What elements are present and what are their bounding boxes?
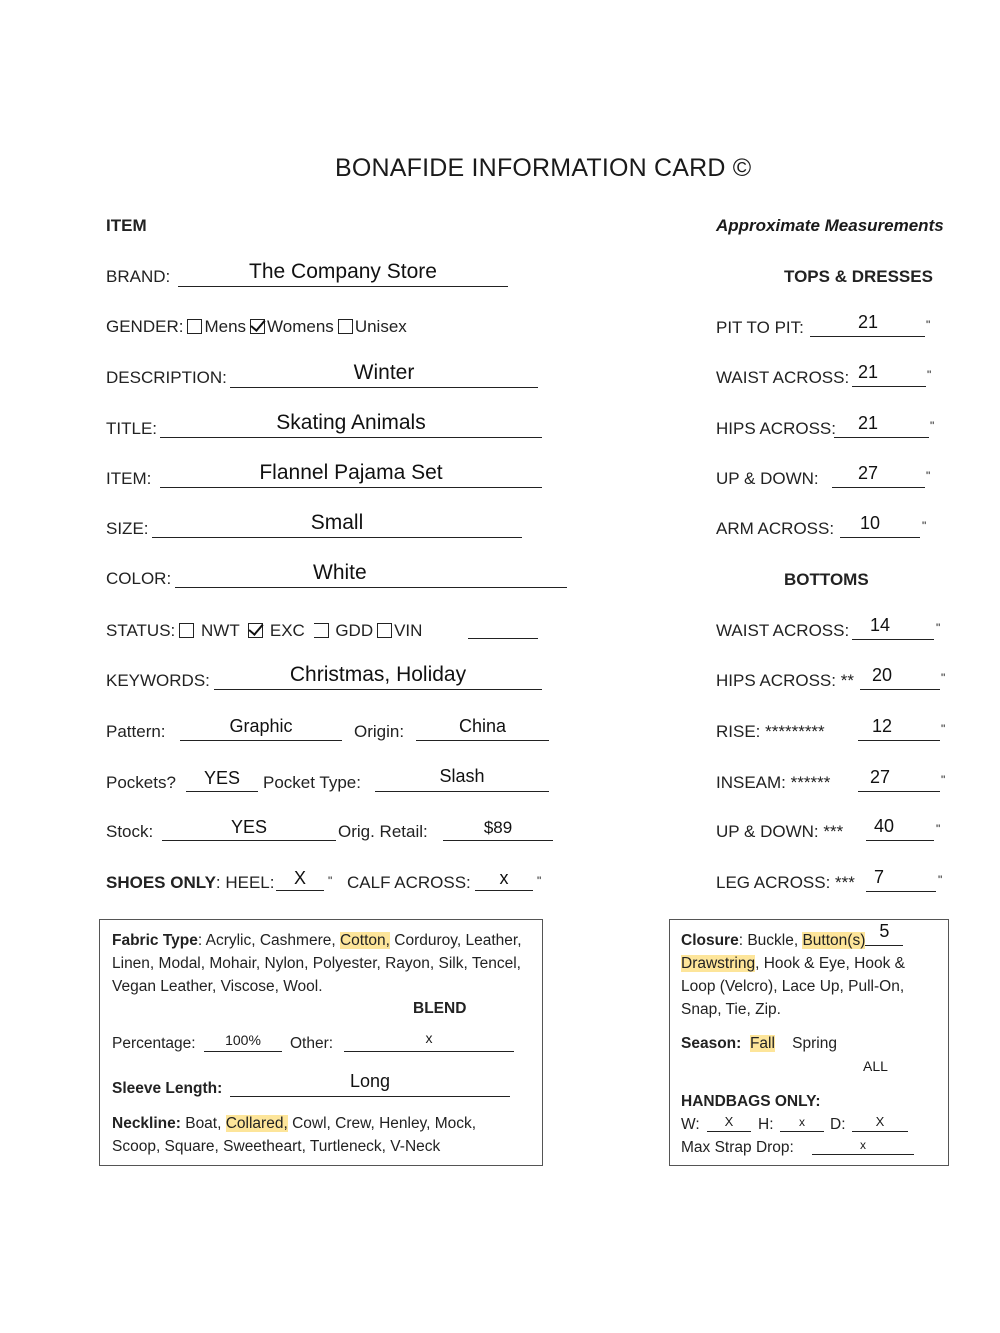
status-gdd-checkbox[interactable]	[314, 623, 329, 638]
sleeve-length-field[interactable]	[230, 1071, 510, 1097]
keywords-value: Christmas, Holiday	[289, 663, 467, 686]
item-label: ITEM:	[106, 469, 152, 488]
pattern-field[interactable]	[180, 716, 342, 741]
color-value: White	[313, 561, 367, 584]
closure-text	[681, 921, 939, 1021]
sleeve-length-label: Sleeve Length:	[112, 1080, 223, 1097]
rise-field[interactable]	[858, 716, 940, 741]
brand-field[interactable]	[178, 260, 508, 287]
arm-across-label: ARM ACROSS:	[716, 519, 835, 538]
sleeve-length-label-text: Sleeve Length	[112, 1080, 218, 1097]
pit-to-pit-value: 21	[858, 312, 879, 332]
handbag-d-label: D:	[830, 1116, 846, 1133]
origin-value: China	[458, 716, 507, 736]
button-count-field[interactable]	[865, 921, 903, 946]
title-label: TITLE:	[106, 419, 158, 438]
measurements-header: Approximate Measurements	[716, 216, 944, 235]
color-label: COLOR:	[106, 569, 172, 588]
handbags-only-label: HANDBAGS ONLY:	[681, 1093, 821, 1110]
status-nwt-checkbox[interactable]	[179, 623, 194, 638]
status-nwt-label: NWT	[201, 621, 240, 640]
tops-up-down-inch-mark: "	[926, 469, 931, 483]
sleeve-length-value: Long	[349, 1071, 391, 1091]
bottoms-waist-across-value: 14	[870, 615, 891, 635]
item-field[interactable]	[160, 461, 542, 488]
bottoms-hips-across-label: HIPS ACROSS: **	[716, 671, 854, 690]
neckline-text	[112, 1112, 527, 1158]
heel-label: : HEEL:	[215, 873, 275, 892]
origin-label: Origin:	[354, 722, 405, 741]
tops-up-down-value: 27	[858, 463, 879, 483]
percentage-value: 100%	[225, 1032, 261, 1048]
bottoms-hips-across-value: 20	[872, 665, 893, 685]
heel-field[interactable]	[276, 868, 324, 891]
pocket-type-value: Slash	[439, 766, 485, 786]
brand-label: BRAND:	[106, 267, 171, 286]
fabric-type-list-end: Corduroy, Leather, Linen, Modal, Mohair, Nylon, Polyester, Rayon, Silk, Tencel, Vegan Leather, Viscose, Wool.	[112, 932, 522, 995]
bottoms-header: BOTTOMS	[784, 570, 869, 589]
heel-inch-mark: "	[328, 874, 333, 888]
bottoms-hips-across-field[interactable]	[860, 665, 940, 690]
tops-waist-across-field[interactable]	[852, 362, 926, 387]
tops-up-down-field[interactable]	[832, 463, 925, 488]
brand-value: The Company Store	[249, 260, 437, 283]
gender-row	[106, 317, 407, 337]
closure-list-start: : Buckle,	[738, 932, 803, 949]
status-vin-label: VIN	[394, 621, 423, 640]
calf-across-field[interactable]	[475, 868, 533, 891]
tops-hips-inch-mark: "	[930, 419, 935, 433]
stock-label: Stock:	[106, 822, 154, 841]
pit-inch-mark: "	[926, 318, 931, 332]
inseam-field[interactable]	[858, 767, 940, 792]
handbag-h-label: H:	[758, 1116, 774, 1133]
closure-label: Closure	[681, 932, 739, 949]
bottoms-waist-across-field[interactable]	[852, 615, 934, 640]
leg-across-field[interactable]	[866, 867, 936, 892]
pocket-type-field[interactable]	[375, 766, 549, 792]
pockets-value: YES	[203, 768, 241, 788]
bottoms-waist-across-label: WAIST ACROSS:	[716, 621, 850, 640]
neckline-label: Neckline:	[112, 1115, 181, 1132]
inseam-label: INSEAM: ******	[716, 773, 831, 792]
stock-value: YES	[230, 817, 268, 837]
status-exc-label: EXC	[269, 621, 305, 640]
fabric-box	[99, 919, 543, 1166]
bottoms-waist-inch-mark: "	[936, 621, 941, 635]
handbag-w-value: X	[724, 1114, 734, 1129]
gender-mens-label: Mens	[204, 317, 247, 336]
tops-hips-across-value: 21	[858, 413, 879, 433]
blend-label: BLEND	[413, 1000, 467, 1017]
season-row: Season: Fall Spring	[681, 1035, 837, 1052]
rise-label: RISE: *********	[716, 722, 825, 741]
pit-to-pit-field[interactable]	[810, 312, 925, 337]
pockets-field[interactable]	[186, 768, 258, 792]
gender-unisex-checkbox[interactable]	[338, 319, 353, 334]
handbag-h-field[interactable]	[780, 1115, 824, 1132]
orig-retail-label: Orig. Retail:	[338, 822, 428, 841]
gender-womens-label: Womens	[267, 317, 334, 336]
tops-waist-inch-mark: "	[927, 368, 932, 382]
handbag-h-value: x	[799, 1115, 805, 1129]
neckline-list-end: Cowl, Crew, Henley, Mock, Scoop, Square, Sweetheart, Turtleneck, V-Neck	[112, 1115, 477, 1155]
arm-inch-mark: "	[922, 519, 927, 533]
inseam-inch-mark: "	[941, 773, 946, 787]
status-row	[106, 621, 422, 641]
closure-list-end: , Hook & Eye, Hook & Loop (Velcro), Lace Up, Pull-On, Snap, Tie, Zip.	[681, 955, 905, 1018]
tops-hips-across-label: HIPS ACROSS:	[716, 419, 836, 438]
item-value: Flannel Pajama Set	[259, 461, 443, 484]
description-value: Winter	[353, 361, 415, 384]
tops-up-down-label: UP & DOWN:	[716, 469, 819, 488]
keywords-field[interactable]	[214, 663, 542, 690]
bottoms-up-down-value: 40	[874, 816, 895, 836]
description-label: DESCRIPTION:	[106, 368, 227, 387]
keywords-label: KEYWORDS:	[106, 671, 210, 690]
inseam-value: 27	[870, 767, 891, 787]
size-value: Small	[310, 511, 364, 534]
leg-across-value: 7	[874, 867, 885, 887]
gender-womens-checkbox[interactable]	[250, 319, 265, 334]
other-value: x	[425, 1030, 433, 1046]
button-count-value: 5	[879, 921, 890, 941]
handbag-d-field[interactable]	[852, 1114, 908, 1132]
percentage-label: Percentage:	[112, 1035, 196, 1052]
color-field[interactable]	[175, 561, 567, 588]
gender-unisex-label: Unisex	[354, 317, 407, 336]
max-strap-drop-label: Max Strap Drop:	[681, 1139, 794, 1156]
bottoms-up-down-inch-mark: "	[936, 822, 941, 836]
tops-waist-across-value: 21	[858, 362, 879, 382]
season-note: ALL	[863, 1058, 888, 1074]
size-field[interactable]	[152, 511, 522, 538]
closure-box	[669, 919, 949, 1166]
closure-buttons-highlight: Button(s)	[802, 932, 866, 949]
leg-across-inch-mark: "	[938, 873, 943, 887]
tops-dresses-header: TOPS & DRESSES	[784, 267, 933, 286]
status-vin-checkbox[interactable]	[377, 623, 392, 638]
rise-value: 12	[872, 716, 893, 736]
status-exc-checkbox[interactable]	[248, 623, 263, 638]
handbag-w-field[interactable]	[707, 1114, 751, 1132]
heel-value: X	[293, 868, 306, 888]
pockets-label: Pockets?	[106, 773, 176, 792]
shoes-only-row	[106, 873, 275, 893]
origin-field[interactable]	[416, 716, 549, 741]
status-extra-line[interactable]	[468, 638, 538, 639]
fabric-type-list-start: : Acrylic, Cashmere,	[197, 932, 340, 949]
arm-across-field[interactable]	[840, 513, 920, 538]
percentage-field[interactable]	[204, 1032, 282, 1052]
season-fall-highlight: Fall	[749, 1035, 775, 1052]
pit-to-pit-label: PIT TO PIT:	[716, 318, 804, 337]
neckline-collared-highlight: Collared,	[225, 1115, 288, 1132]
rise-inch-mark: "	[941, 722, 946, 736]
fabric-type-text	[112, 929, 522, 998]
other-field[interactable]	[344, 1030, 514, 1052]
size-label: SIZE:	[106, 519, 149, 538]
pocket-type-label: Pocket Type:	[263, 773, 361, 792]
season-label: Season	[681, 1035, 737, 1052]
fabric-cotton-highlight: Cotton,	[339, 932, 390, 949]
leg-across-label: LEG ACROSS: ***	[716, 873, 855, 892]
calf-across-value: x	[499, 868, 509, 888]
status-label: STATUS:	[106, 621, 176, 640]
tops-waist-across-label: WAIST ACROSS:	[716, 368, 850, 387]
closure-drawstring-highlight: Drawstring	[681, 955, 756, 972]
calf-inch-mark: "	[537, 874, 542, 888]
calf-across-label: CALF ACROSS:	[347, 873, 471, 892]
shoes-only-label: SHOES ONLY	[106, 873, 216, 892]
bottoms-hips-inch-mark: "	[941, 671, 946, 685]
max-strap-drop-value: x	[860, 1138, 866, 1152]
description-field[interactable]	[230, 361, 538, 388]
neckline-list-start: Boat,	[180, 1115, 226, 1132]
handbag-w-label: W:	[681, 1116, 700, 1133]
max-strap-drop-field[interactable]	[812, 1138, 914, 1155]
season-spring: Spring	[792, 1035, 837, 1052]
bottoms-up-down-field[interactable]	[866, 816, 934, 841]
gender-mens-checkbox[interactable]	[187, 319, 202, 334]
orig-retail-value: $89	[483, 818, 513, 837]
fabric-type-label: Fabric Type	[112, 932, 198, 949]
handbag-d-value: X	[875, 1114, 885, 1129]
gender-label: GENDER:	[106, 317, 184, 336]
pattern-label: Pattern:	[106, 722, 166, 741]
other-label: Other:	[290, 1035, 334, 1052]
title-value: Skating Animals	[276, 411, 426, 434]
bottoms-up-down-label: UP & DOWN: ***	[716, 822, 844, 841]
title-field[interactable]	[160, 411, 542, 438]
pattern-value: Graphic	[229, 716, 293, 736]
arm-across-value: 10	[860, 513, 881, 533]
stock-field[interactable]	[162, 817, 336, 841]
card-title: BONAFIDE INFORMATION CARD ©	[335, 154, 752, 182]
tops-hips-across-field[interactable]	[834, 413, 929, 438]
orig-retail-field[interactable]	[443, 818, 553, 841]
status-gdd-label: GDD	[335, 621, 374, 640]
item-section-header: ITEM	[106, 216, 147, 235]
